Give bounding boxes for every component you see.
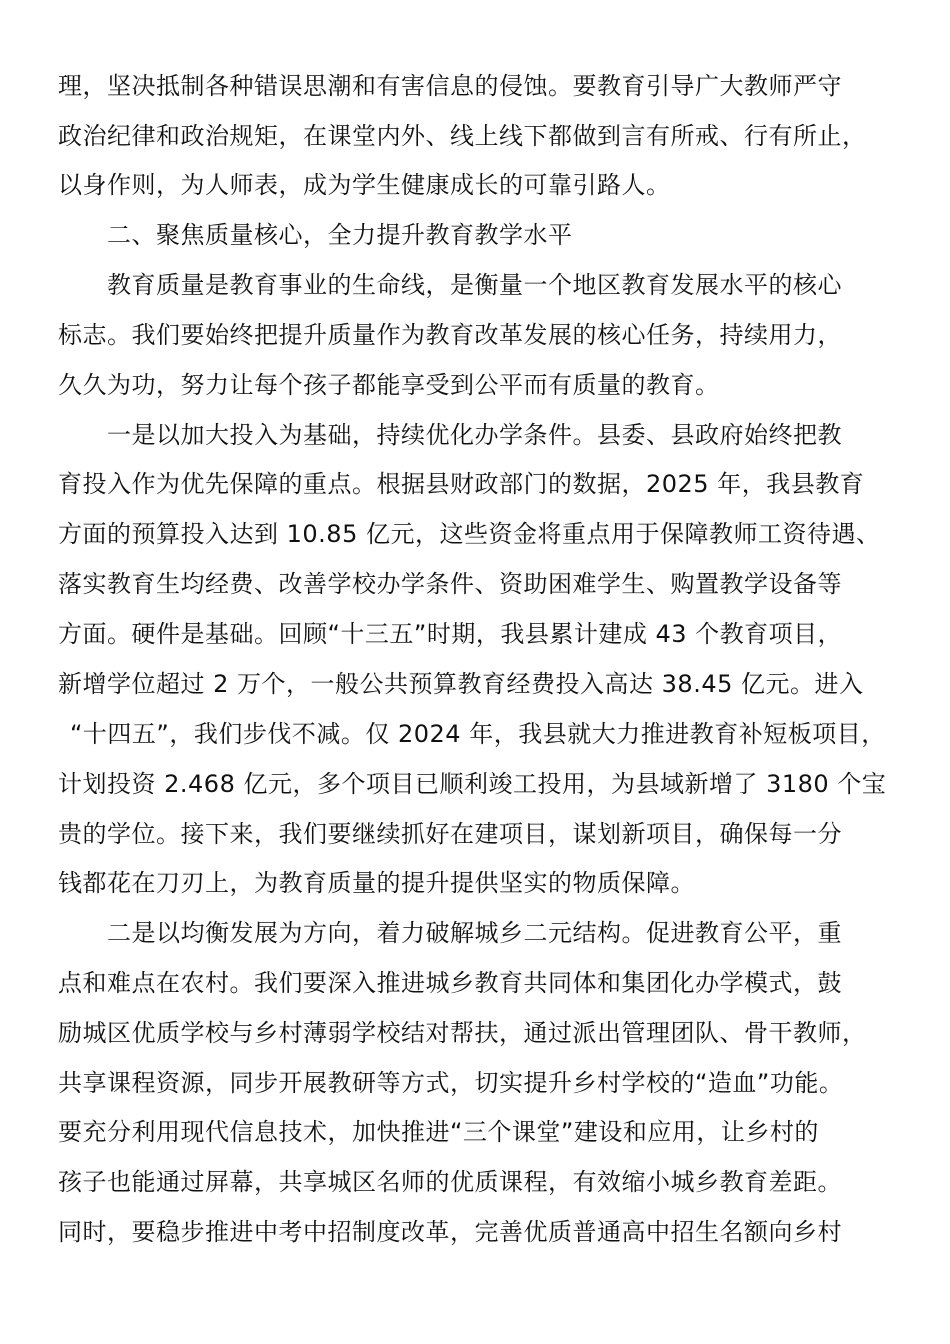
body-line: 标志。我们要始终把提升质量作为教育改革发展的核心任务，持续用力， — [58, 321, 842, 349]
body-line: 孩子也能通过屏幕，共享城区名师的优质课程，有效缩小城乡教育差距。 — [58, 1168, 842, 1196]
body-line: 方面。硬件是基础。回顾“十三五”时期，我县累计建成 43 个教育项目， — [58, 620, 843, 648]
body-line: 同时，要稳步推进中考中招制度改革，完善优质普通高中招生名额向乡村 — [58, 1218, 842, 1246]
body-line: 育投入作为优先保障的重点。根据县财政部门的数据，2025 年，我县教育 — [58, 470, 865, 498]
body-line: 要充分利用现代信息技术，加快推进“三个课堂”建设和应用，让乡村的 — [58, 1118, 819, 1146]
paragraph-first-line: 一是以加大投入为基础，持续优化办学条件。县委、县政府始终把教 — [107, 421, 842, 449]
body-line: 点和难点在农村。我们要深入推进城乡教育共同体和集团化办学模式，鼓 — [58, 969, 842, 997]
body-line: 理，坚决抵制各种错误思潮和有害信息的侵蚀。要教育引导广大教师严守 — [58, 72, 842, 100]
body-line: 贵的学位。接下来，我们要继续抓好在建项目，谋划新项目，确保每一分 — [58, 820, 842, 848]
body-line: 共享课程资源，同步开展教研等方式，切实提升乡村学校的“造血”功能。 — [58, 1069, 844, 1097]
body-line: 方面的预算投入达到 10.85 亿元，这些资金将重点用于保障教师工资待遇、 — [58, 520, 881, 548]
body-line: 落实教育生均经费、改善学校办学条件、资助困难学生、购置教学设备等 — [58, 570, 842, 598]
body-line: 以身作则，为人师表，成为学生健康成长的可靠引路人。 — [58, 171, 671, 199]
body-line: 新增学位超过 2 万个，一般公共预算教育经费投入高达 38.45 亿元。进入 — [58, 670, 864, 698]
paragraph-first-line: 二是以均衡发展为方向，着力破解城乡二元结构。促进教育公平，重 — [107, 919, 842, 947]
paragraph-first-line: 教育质量是教育事业的生命线，是衡量一个地区教育发展水平的核心 — [107, 271, 842, 299]
section-heading: 二、聚焦质量核心，全力提升教育教学水平 — [107, 221, 573, 249]
body-line: 钱都花在刀刃上，为教育质量的提升提供坚实的物质保障。 — [58, 869, 695, 897]
body-line: 政治纪律和政治规矩，在课堂内外、线上线下都做到言有所戒、行有所止， — [58, 122, 867, 150]
body-line: 久久为功，努力让每个孩子都能享受到公平而有质量的教育。 — [58, 371, 720, 399]
body-line: “十四五”，我们步伐不减。仅 2024 年，我县就大力推进教育补短板项目， — [70, 720, 886, 748]
body-line: 计划投资 2.468 亿元，多个项目已顺利竣工投用，为县域新增了 3180 个宝 — [58, 770, 887, 798]
body-line: 励城区优质学校与乡村薄弱学校结对帮扶，通过派出管理团队、骨干教师， — [58, 1019, 867, 1047]
